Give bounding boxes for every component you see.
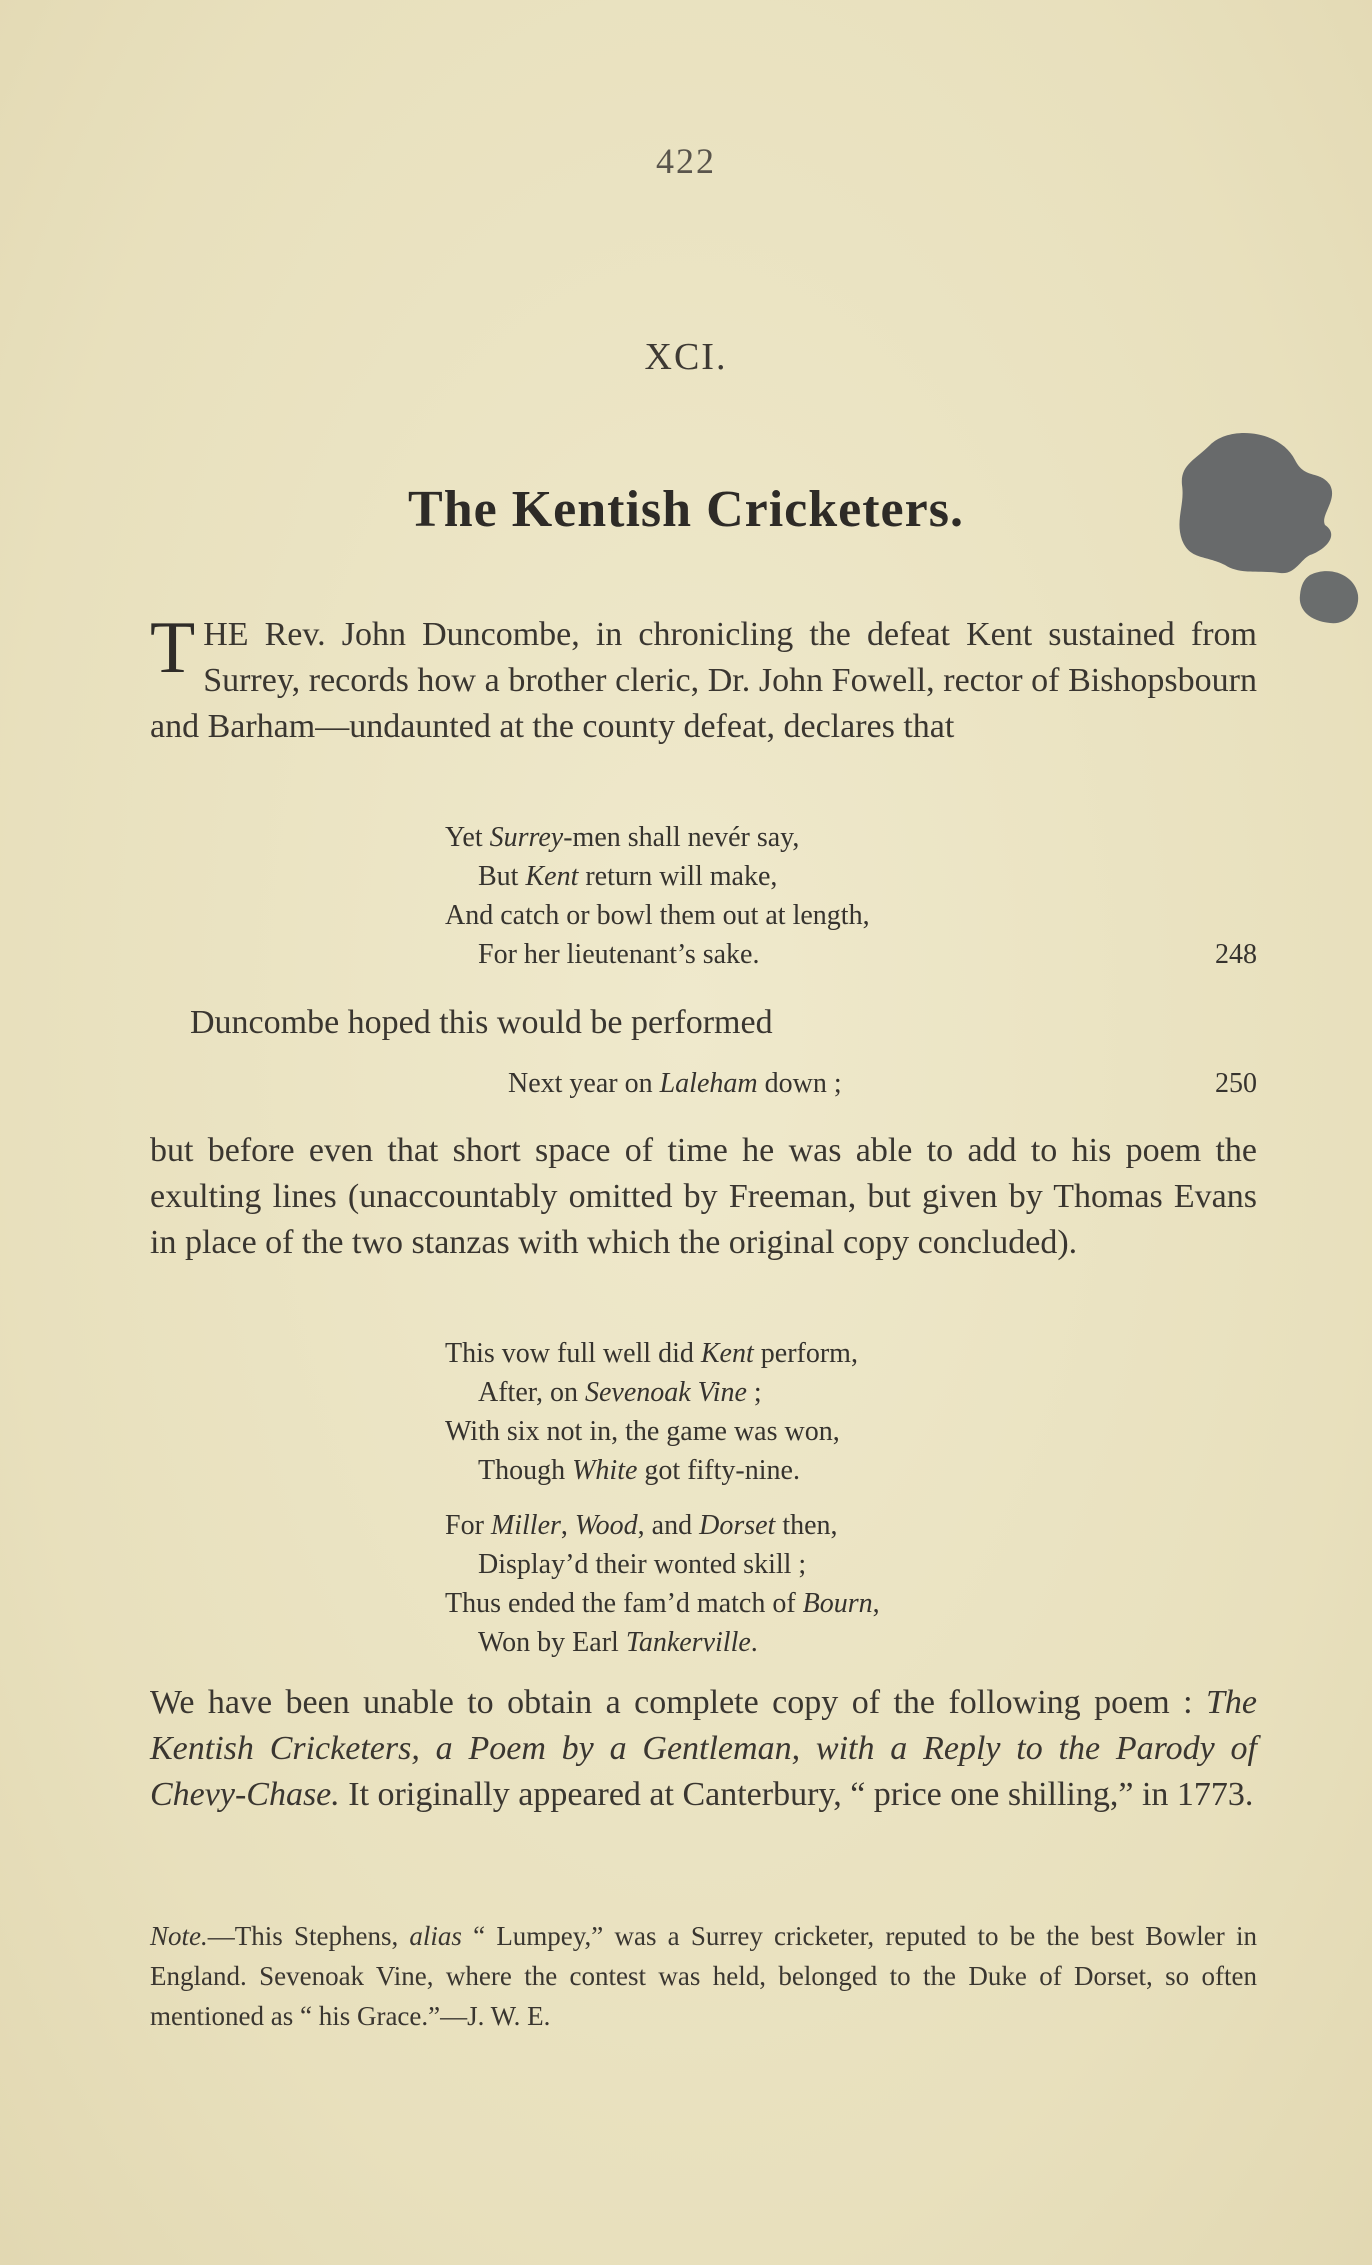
verse-line: This vow full well did Kent perform, [445, 1338, 858, 1369]
paragraph-performed: Duncombe hoped this would be performed [190, 1004, 773, 1041]
chapter-title: The Kentish Cricketers. [408, 481, 964, 538]
drop-cap: T [150, 607, 196, 689]
poem-title: The Kentish Cricketers, a Poem by a Gentleman, with a Reply to the Parody of Chevy-Chase. [150, 1684, 1257, 1813]
verse-line: And catch or bowl them out at length, [445, 900, 870, 931]
paragraph-intro-text: HE Rev. John Duncombe, in chronicling the defeat Kent sustained from Surrey, records how a brother cleric, Dr. John Fowell, rector of Bishopsbourn and Barham—undaunted at the county defeat, declares that [150, 616, 1257, 745]
verse-line: After, on Sevenoak Vine ; [478, 1377, 762, 1408]
verse-stanza-3 [445, 1506, 1257, 1662]
paragraph-intro [150, 607, 1257, 750]
verse-line: With six not in, the game was won, [445, 1416, 840, 1447]
verse-line: Display’d their wonted skill ; [478, 1549, 807, 1580]
verse-line: For Miller, Wood, and Dorset then, [445, 1510, 838, 1541]
verse-line: But Kent return will make, [478, 861, 778, 892]
verse-line: Won by Earl Tankerville. [478, 1627, 758, 1658]
verse-single-line [508, 1064, 1257, 1103]
chapter-number: XCI. [644, 336, 728, 378]
verse-line: Though White got fifty-nine. [478, 1455, 800, 1486]
verse-line: Yet Surrey-men shall nevér say, [445, 822, 800, 853]
ink-blot-stain [1170, 425, 1360, 635]
verse-stanza-1 [445, 818, 1257, 974]
verse-stanza-2 [445, 1334, 1257, 1490]
verse-line: Thus ended the fam’d match of Bourn, [445, 1588, 880, 1619]
note-label: Note. [150, 1921, 208, 1951]
footnote: Note.—This Stephens, alias “ Lumpey,” was a Surrey cricketer, reputed to be the best Bowler in England. Sevenoak Vine, where the contest was held, belonged to the Duke of Dorset, so often mentioned as “ his Grace.”—J. W. E. [150, 1921, 1257, 2031]
page-number: 422 [656, 141, 716, 181]
paragraph-exulting-lines: but before even that short space of time he was able to add to his poem the exulting lines (unaccountably omitted by Freeman, but given by Thomas Evans in place of the two stanzas with which the original copy concluded). [150, 1132, 1257, 1261]
line-number: 250 [1215, 1068, 1257, 1099]
line-number: 248 [1215, 939, 1257, 970]
verse-line: Next year on Laleham down ; 250 [508, 1064, 1257, 1103]
verse-line: For her lieutenant’s sake. 248 [445, 935, 1257, 974]
paragraph-complete-copy: We have been unable to obtain a complete copy of the following poem : The Kentish Cricketers, a Poem by a Gentleman, with a Reply to the Parody of Chevy-Chase. It originally appeared at Canterbury, “ price one shilling,” in 1773. [150, 1684, 1257, 1813]
